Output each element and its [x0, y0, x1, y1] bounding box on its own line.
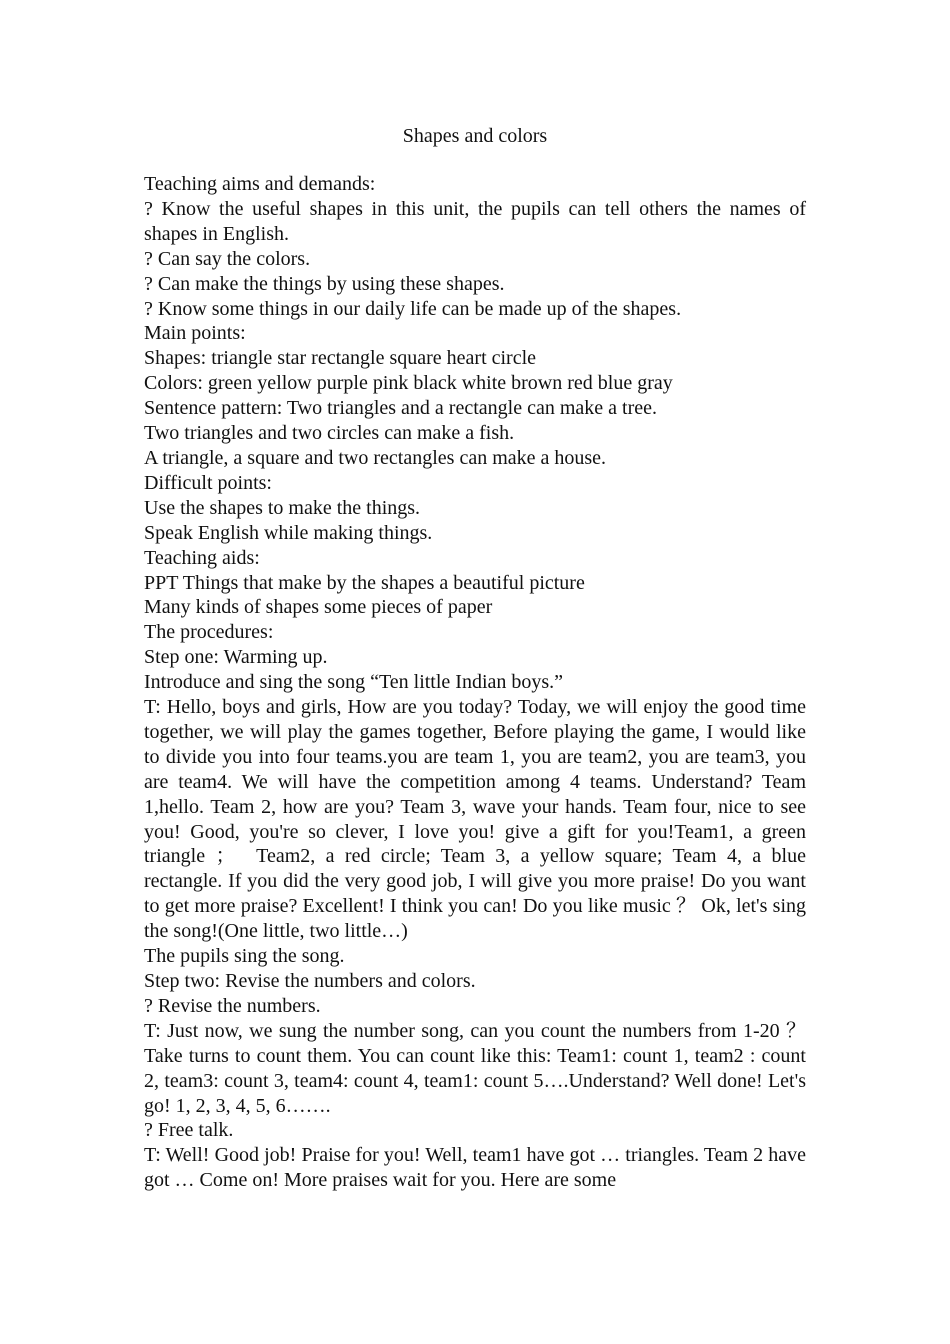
paragraph: Use the shapes to make the things.: [144, 496, 421, 519]
paragraph: Shapes: triangle star rectangle square heart circle: [144, 347, 537, 370]
paragraph: Many kinds of shapes some pieces of paper: [144, 596, 493, 619]
paragraph: ? Free talk.: [144, 1119, 234, 1142]
paragraph: Teaching aids:: [144, 546, 260, 569]
paragraph: Two triangles and two circles can make a fish.: [144, 422, 515, 445]
paragraph: The pupils sing the song.: [144, 945, 345, 968]
paragraph: Step one: Warming up.: [144, 646, 328, 669]
paragraph: Introduce and sing the song “Ten little Indian boys.”: [144, 671, 564, 694]
paragraph: T: Well! Good job! Praise for you! Well, team1 have got … triangles. Team 2 have got … Come on! More praises wait for you. Here are some: [144, 1144, 806, 1192]
document-title: Shapes and colors: [402, 125, 548, 147]
paragraph: Main points:: [144, 322, 246, 345]
paragraph: Colors: green yellow purple pink black white brown red blue gray: [144, 372, 673, 395]
paragraph: Difficult points:: [144, 471, 272, 494]
paragraph: ? Can make the things by using these shapes.: [144, 272, 505, 295]
paragraph: The procedures:: [144, 621, 274, 644]
paragraph: ? Revise the numbers.: [144, 994, 321, 1017]
paragraph: ? Can say the colors.: [144, 247, 311, 270]
paragraph: T: Hello, boys and girls, How are you today? Today, we will enjoy the good time together, we will play the games together, Before playing the game, I would like to divide you into four teams.you are team 1, you are team2, you are team3, you are team4. We will have the competition among 4 teams. Understand? Team 1,hello. Team 2, how are you? Team 3, wave your hands. Team four, nice to see you! Good, you're so clever, I love you! give a gift for you!Team1, a green triangle ； Team2, a red circle; Team 3, a yellow square; Team 4, a blue rectangle. If you did the very good job, I will give you more praise! Do you want to get more praise? Excellent! I think you can! Do you like music ？ Ok, let's sing the song!(One little, two little…): [144, 696, 806, 943]
paragraph: Step two: Revise the numbers and colors.: [144, 970, 476, 992]
paragraph: A triangle, a square and two rectangles can make a house.: [144, 446, 607, 469]
paragraph: ? Know some things in our daily life can be made up of the shapes.: [144, 297, 682, 320]
paragraph: Speak English while making things.: [144, 521, 433, 544]
paragraph: ? Know the useful shapes in this unit, the pupils can tell others the names of shapes in English.: [144, 197, 806, 245]
paragraph: Teaching aims and demands:: [144, 173, 376, 195]
paragraph: T: Just now, we sung the number song, can you count the numbers from 1-20 ？ Take turns to count them. You can count like this: Team1: count 1, team2 : count 2, team3: count 3, team4: count 4, team1: count 5….Understand? Well done! Let's go! 1, 2, 3, 4, 5, 6…….: [144, 1019, 806, 1117]
document-body: [144, 172, 806, 1193]
paragraph: PPT Things that make by the shapes a beautiful picture: [144, 571, 585, 594]
paragraph: Sentence pattern: Two triangles and a rectangle can make a tree.: [144, 397, 657, 420]
